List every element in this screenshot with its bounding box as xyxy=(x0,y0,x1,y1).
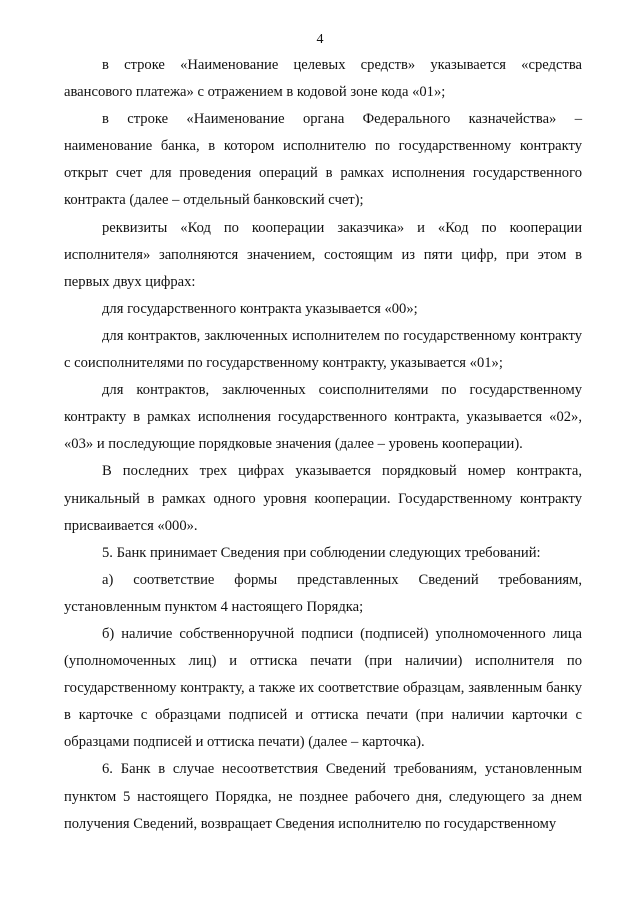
page-number: 4 xyxy=(316,32,324,47)
paragraph-item-a: а) соответствие формы представленных Сведений требованиям, установленным пунктом 4 настоящего Порядка; xyxy=(64,571,582,615)
paragraph-item-b: б) наличие собственноручной подписи (подписей) уполномоченного лица (уполномоченных лиц) и оттиска печати (при наличии) исполнителя по государственному контракту, а также их соответствие образцам, заявленным банку в карточке с образцами подписей и оттиска печати (при наличии карточки с образцами подписей и оттиска печати) (далее – карточка). xyxy=(64,625,582,751)
paragraph-code-00: для государственного контракта указывается «00»; xyxy=(102,300,418,317)
paragraph-treasury-body: в строке «Наименование органа Федерального казначейства» – наименование банка, в котором исполнителю по государственному контракту открыт счет для проведения операций в рамках исполнения государственного контракта (далее – отдельный банковский счет); xyxy=(64,111,582,209)
paragraph-section-5: 5. Банк принимает Сведения при соблюдении следующих требований: xyxy=(102,544,541,561)
paragraph-code-01: для контрактов, заключенных исполнителем по государственному контракту с соисполнителями по государственному контракту, указывается «01»; xyxy=(64,327,582,372)
paragraph-last-three-digits: В последних трех цифрах указывается порядковый номер контракта, уникальный в рамках одного уровня кооперации. Государственному контракту присваивается «000». xyxy=(64,463,582,534)
paragraph-code-02: для контрактов, заключенных соисполнителями по государственному контракту в рамках исполнения государственного контракта, указывается «02», «03» и последующие порядковые значения (далее – уровень кооперации). xyxy=(64,382,582,453)
document-body xyxy=(64,52,582,838)
paragraph-target-funds: в строке «Наименование целевых средств» указывается «средства авансового платежа» с отражением в кодовой зоне кода «01»; xyxy=(64,57,582,101)
paragraph-cooperation-codes: реквизиты «Код по кооперации заказчика» и «Код по кооперации исполнителя» заполняются значением, состоящим из пяти цифр, при этом в первых двух цифрах: xyxy=(64,219,582,290)
paragraph-section-6: 6. Банк в случае несоответствия Сведений требованиям, установленным пунктом 5 настоящего Порядка, не позднее рабочего дня, следующего за днем получения Сведений, возвращает Сведения исполнителю по государственному xyxy=(64,761,582,832)
